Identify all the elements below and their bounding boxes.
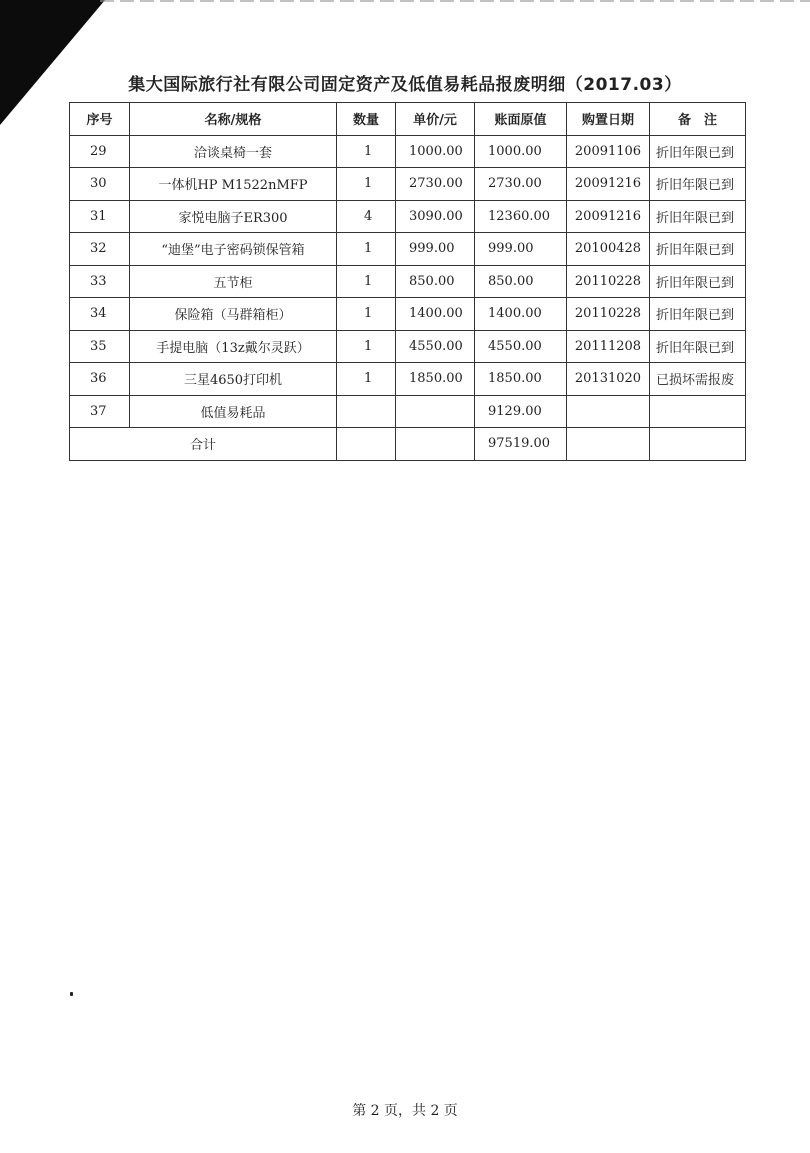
cell-note: 折旧年限已到 — [650, 330, 746, 363]
cell-price — [396, 395, 475, 428]
cell-name: 保险箱（马群箱柜） — [130, 298, 337, 331]
cell-note: 折旧年限已到 — [650, 168, 746, 201]
table-row — [70, 168, 746, 201]
cell-book-value: 1000.00 — [475, 135, 567, 168]
header-note: 备 注 — [650, 103, 746, 136]
cell-seq: 36 — [70, 363, 130, 396]
total-book-value: 97519.00 — [475, 428, 567, 461]
table-header-row — [70, 103, 746, 136]
cell-qty: 1 — [337, 298, 396, 331]
header-book-value: 账面原值 — [475, 103, 567, 136]
header-name: 名称/规格 — [130, 103, 337, 136]
cell-qty: 1 — [337, 330, 396, 363]
header-purchase-date: 购置日期 — [567, 103, 650, 136]
document-title: 集大国际旅行社有限公司固定资产及低值易耗品报废明细（2017.03） — [128, 75, 682, 95]
cell-qty — [337, 395, 396, 428]
total-empty-date — [567, 428, 650, 461]
cell-qty: 4 — [337, 200, 396, 233]
cell-name: 手提电脑（13z戴尔灵跃） — [130, 330, 337, 363]
total-empty-qty — [337, 428, 396, 461]
cell-purchase-date: 20091216 — [567, 168, 650, 201]
cell-book-value: 999.00 — [475, 233, 567, 266]
cell-purchase-date: 20110228 — [567, 265, 650, 298]
total-empty-note — [650, 428, 746, 461]
cell-seq: 34 — [70, 298, 130, 331]
scan-speck — [70, 992, 73, 996]
cell-note: 折旧年限已到 — [650, 135, 746, 168]
cell-name: 三星4650打印机 — [130, 363, 337, 396]
cell-purchase-date: 20100428 — [567, 233, 650, 266]
cell-purchase-date: 20110228 — [567, 298, 650, 331]
total-empty-price — [396, 428, 475, 461]
cell-qty: 1 — [337, 135, 396, 168]
cell-book-value: 9129.00 — [475, 395, 567, 428]
cell-book-value: 1400.00 — [475, 298, 567, 331]
table-row — [70, 265, 746, 298]
cell-seq: 30 — [70, 168, 130, 201]
cell-price: 1400.00 — [396, 298, 475, 331]
cell-qty: 1 — [337, 265, 396, 298]
cell-purchase-date: 20091216 — [567, 200, 650, 233]
table-row — [70, 298, 746, 331]
cell-book-value: 12360.00 — [475, 200, 567, 233]
cell-name: 五节柜 — [130, 265, 337, 298]
asset-disposal-table — [69, 102, 746, 461]
cell-purchase-date: 20091106 — [567, 135, 650, 168]
cell-price: 3090.00 — [396, 200, 475, 233]
table-row — [70, 200, 746, 233]
cell-purchase-date — [567, 395, 650, 428]
cell-name: 低值易耗品 — [130, 395, 337, 428]
scan-top-edge — [100, 0, 810, 2]
cell-name: 一体机HP M1522nMFP — [130, 168, 337, 201]
cell-note: 折旧年限已到 — [650, 265, 746, 298]
cell-note: 折旧年限已到 — [650, 298, 746, 331]
cell-qty: 1 — [337, 233, 396, 266]
cell-note — [650, 395, 746, 428]
cell-qty: 1 — [337, 363, 396, 396]
cell-purchase-date: 20111208 — [567, 330, 650, 363]
table-row — [70, 395, 746, 428]
table-row — [70, 233, 746, 266]
cell-price: 4550.00 — [396, 330, 475, 363]
cell-seq: 33 — [70, 265, 130, 298]
page-footer: 第 2 页，共 2 页 — [352, 1103, 458, 1119]
table-row — [70, 363, 746, 396]
cell-price: 2730.00 — [396, 168, 475, 201]
header-seq: 序号 — [70, 103, 130, 136]
cell-seq: 32 — [70, 233, 130, 266]
cell-book-value: 4550.00 — [475, 330, 567, 363]
cell-note: 折旧年限已到 — [650, 233, 746, 266]
cell-seq: 31 — [70, 200, 130, 233]
cell-seq: 37 — [70, 395, 130, 428]
table-total-row — [70, 428, 746, 461]
cell-book-value: 850.00 — [475, 265, 567, 298]
cell-book-value: 1850.00 — [475, 363, 567, 396]
table-row — [70, 135, 746, 168]
cell-note: 折旧年限已到 — [650, 200, 746, 233]
cell-purchase-date: 20131020 — [567, 363, 650, 396]
cell-name: 家悦电脑子ER300 — [130, 200, 337, 233]
header-price: 单价/元 — [396, 103, 475, 136]
cell-name: 洽谈桌椅一套 — [130, 135, 337, 168]
total-label: 合计 — [70, 428, 337, 461]
cell-price: 999.00 — [396, 233, 475, 266]
cell-seq: 29 — [70, 135, 130, 168]
cell-seq: 35 — [70, 330, 130, 363]
cell-book-value: 2730.00 — [475, 168, 567, 201]
cell-price: 1850.00 — [396, 363, 475, 396]
cell-name: “迪堡”电子密码锁保管箱 — [130, 233, 337, 266]
table-row — [70, 330, 746, 363]
cell-qty: 1 — [337, 168, 396, 201]
cell-price: 850.00 — [396, 265, 475, 298]
cell-price: 1000.00 — [396, 135, 475, 168]
cell-note: 已损坏需报废 — [650, 363, 746, 396]
header-qty: 数量 — [337, 103, 396, 136]
